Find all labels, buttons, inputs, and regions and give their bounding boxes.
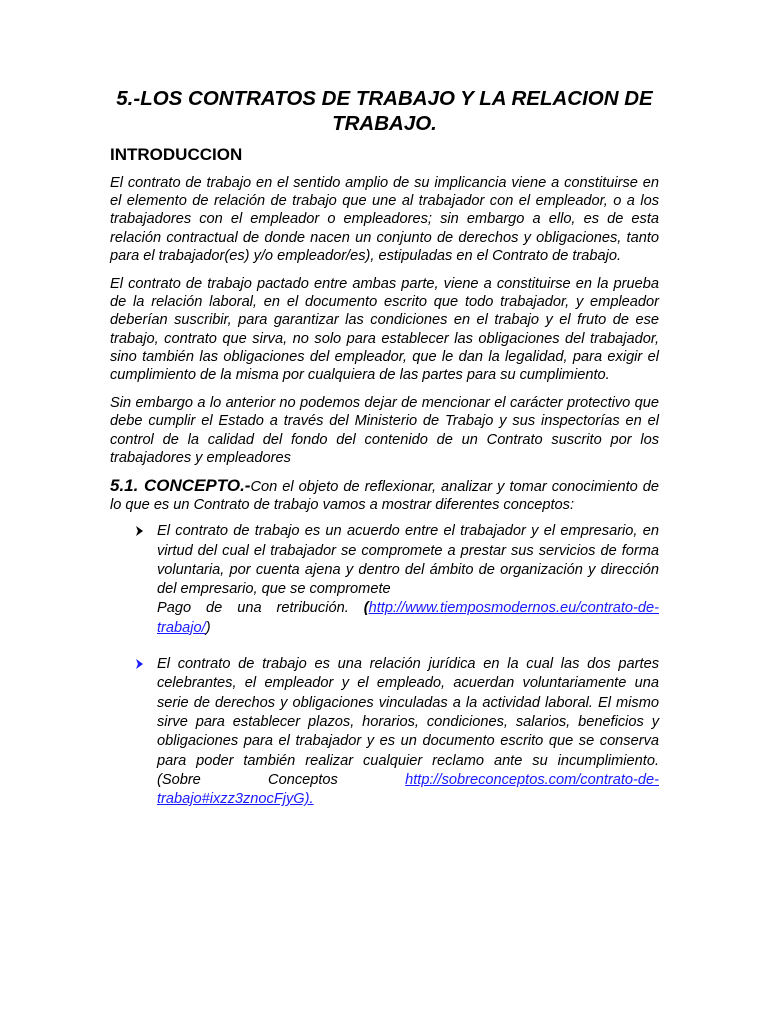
document-title: 5.-LOS CONTRATOS DE TRABAJO Y LA RELACION DE TRABAJO. — [116, 87, 653, 135]
open-paren: ( — [363, 600, 369, 617]
document-body — [110, 86, 659, 809]
list-item-text: El contrato de trabajo es una relación jurídica en la cual las dos partes celebrantes, el empleador y el empleado, acuerdan voluntariamente una serie de derechos y obligaciones vinculadas a la actividad laboral. El mismo sirve para establecer plazos, horarios, condiciones, salarios, beneficios y obligaciones para el trabajador y es un documento escrito que se conserva para poder también realizar cualquier reclamo ante su incumplimiento. (Sobre Conceptos — [157, 656, 659, 788]
list-item-text-2: Pago de una retribución. — [157, 600, 364, 617]
list-item — [110, 655, 659, 809]
reference-link[interactable]: http://www.tiemposmodernos.eu/contrato-de-trabajo/ — [157, 600, 659, 636]
list-item-text: El contrato de trabajo es un acuerdo entre el trabajador y el empresario, en virtud del cual el trabajador se compromete a prestar sus servicios de forma voluntaria, por cuenta ajena y dentro del ámbito de organización y dirección del empresario, que se compromete — [157, 523, 659, 598]
list-item-payment-line — [157, 599, 659, 638]
concept-paragraph — [110, 477, 659, 514]
concept-heading: 5.1. CONCEPTO.- — [110, 476, 251, 496]
list-item — [110, 522, 659, 638]
intro-heading: INTRODUCCION — [110, 145, 243, 164]
close-paren: ) — [205, 619, 211, 636]
paragraph-3: Sin embargo a lo anterior no podemos dejar de mencionar el carácter protectivo que debe cumplir el Estado a través del Ministerio de Trabajo y sus inspectorías en el control de la calidad del fondo del contenido de un Contrato suscrito por los trabajadores y empleadores — [110, 395, 659, 466]
paragraph-2: El contrato de trabajo pactado entre ambas parte, viene a constituirse en la prueba de la relación laboral, en el documento escrito que todo trabajador, y empleador deberían suscribir, para garantizar las condiciones en el trabajo y el fruto de ese trabajo, contrato que sirva, no solo para establecer las obligaciones del trabajador, sino también las obligaciones del empleador, que le dan la legalidad, para exigir el cumplimiento de la misma por cualquiera de las partes para su cumplimiento. — [110, 276, 659, 384]
arrow-bullet-icon — [134, 523, 146, 539]
paragraph-1: El contrato de trabajo en el sentido amplio de su implicancia viene a constituirse en el elemento de relación de trabajo que une al trabajador con el empleador, o a los trabajadores con el empleador o empleadores; sin embargo a ello, es de esta relación contractual de donde nacen un conjunto de derechos y obligaciones, tanto para el trabajador(es) y/o empleador/es), estipuladas en el Contrato de trabajo. — [110, 175, 659, 264]
arrow-bullet-icon — [134, 656, 146, 672]
concept-list — [110, 522, 659, 809]
concept-text: Con el objeto de reflexionar, analizar y tomar conocimiento de lo que es un Contrato de trabajo vamos a mostrar diferentes conceptos: — [110, 479, 659, 513]
reference-link[interactable]: http://sobreconceptos.com/contrato-de-trabajo#ixzz3znocFjyG). — [157, 771, 659, 808]
